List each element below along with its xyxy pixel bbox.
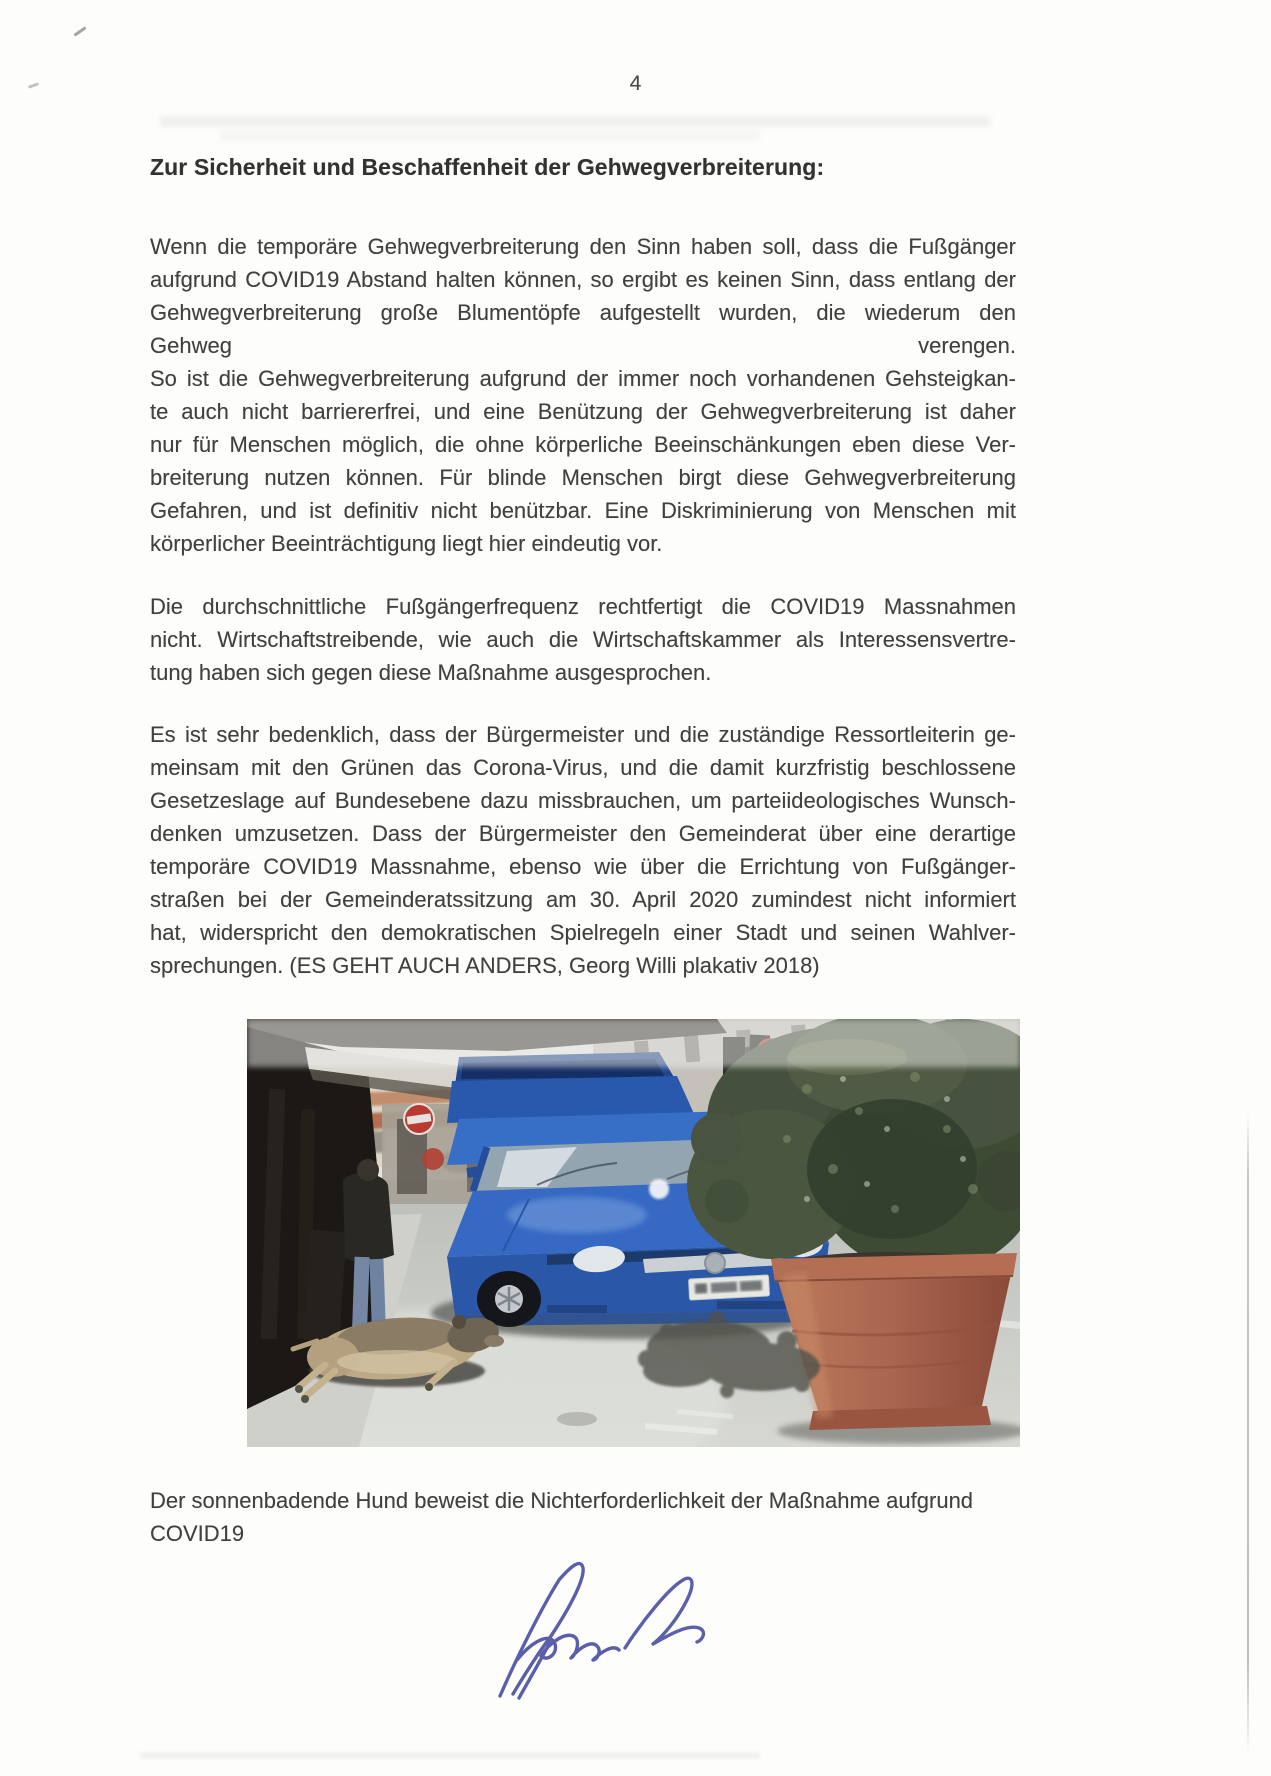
text-line: Gesetzeslage auf Bundesebene dazu missbrauchen, um parteiideologisches Wunsch- (150, 788, 1016, 813)
text-line: Gehweg verengen. (150, 333, 1016, 358)
overexposed-haze (247, 1019, 1020, 1067)
text-line: straßen bei der Gemeinderatssitzung am 30. April 2020 zumindest nicht informiert (150, 887, 1016, 912)
paragraph-3 (150, 718, 1016, 982)
text-line: So ist die Gehwegverbreiterung aufgrund der immer noch vorhandenen Gehsteigkan- (150, 366, 1016, 391)
text-line: sprechungen. (ES GEHT AUCH ANDERS, Georg Willi plakativ 2018) (150, 953, 820, 978)
text-line: nur für Menschen möglich, die ohne körperliche Beeinschänkungen eben diese Ver- (150, 432, 1016, 457)
scan-bleedthrough (220, 131, 760, 140)
paragraph-1 (150, 230, 1016, 560)
signature-stroke (500, 1564, 583, 1696)
text-line: aufgrund COVID19 Abstand halten können, so ergibt es keinen Sinn, dass entlang der (150, 267, 1016, 292)
text-line: temporäre COVID19 Massnahme, ebenso wie über die Errichtung von Fußgänger- (150, 854, 1016, 879)
text-line: nicht. Wirtschaftstreibende, wie auch die Wirtschaftskammer als Interessensvertre- (150, 627, 1016, 652)
fiat-badge (705, 1253, 725, 1273)
signature (455, 1528, 755, 1708)
street-photo (247, 1019, 1020, 1447)
section-heading: Zur Sicherheit und Beschaffenheit der Gehwegverbreiterung: (150, 154, 825, 180)
scan-bleedthrough (160, 116, 990, 127)
text-line: denken umzusetzen. Dass der Bürgermeister den Gemeinderat über eine derartige (150, 821, 1016, 846)
signature-stroke (517, 1635, 619, 1660)
text-line: Gehwegverbreiterung große Blumentöpfe aufgestellt wurden, die wiederum den (150, 300, 1016, 325)
text-line: meinsam mit den Grünen das Corona-Virus, und die damit kurzfristig beschlossene (150, 755, 1016, 780)
signature-stroke (625, 1578, 703, 1648)
paragraph-2 (150, 590, 1016, 689)
scan-mark (73, 26, 86, 36)
page-number: 4 (629, 72, 642, 95)
text-line: COVID19 (150, 1521, 245, 1546)
scan-smudge (140, 1753, 760, 1758)
street-photo-scene (247, 1019, 1020, 1447)
license-plate (689, 1275, 770, 1300)
text-line: Wenn die temporäre Gehwegverbreiterung den Sinn haben soll, dass die Fußgänger (150, 234, 1016, 259)
side-mirror (466, 1166, 481, 1178)
text-line: Gefahren, und ist definitiv nicht benützbar. Eine Diskriminierung von Menschen mit (150, 498, 1016, 523)
text-line: Die durchschnittliche Fußgängerfrequenz rechtfertigt die COVID19 Massnahmen (150, 594, 1016, 619)
text-line: körperlicher Beeinträchtigung liegt hier eindeutig vor. (150, 531, 663, 556)
scan-artifact-line (1247, 1112, 1249, 1757)
text-line: breiterung nutzen können. Für blinde Menschen birgt diese Gehwegverbreiterung (150, 465, 1016, 490)
front-wheel (477, 1271, 541, 1327)
text-line: hat, widerspricht den demokratischen Spielregeln einer Stadt und seinen Wahlver- (150, 920, 1016, 945)
text-line: te auch nicht barriererfrei, und eine Benützung der Gehwegverbreiterung ist daher (150, 399, 1016, 424)
text-line: tung haben sich gegen diese Maßnahme ausgesprochen. (150, 660, 712, 685)
text-line: Der sonnenbadende Hund beweist die Nichterforderlichkeit der Maßnahme aufgrund (150, 1488, 974, 1513)
text-line: Es ist sehr bedenklich, dass der Bürgermeister und die zuständige Ressortleiterin ge- (150, 722, 1016, 747)
sun-glint (649, 1179, 669, 1199)
